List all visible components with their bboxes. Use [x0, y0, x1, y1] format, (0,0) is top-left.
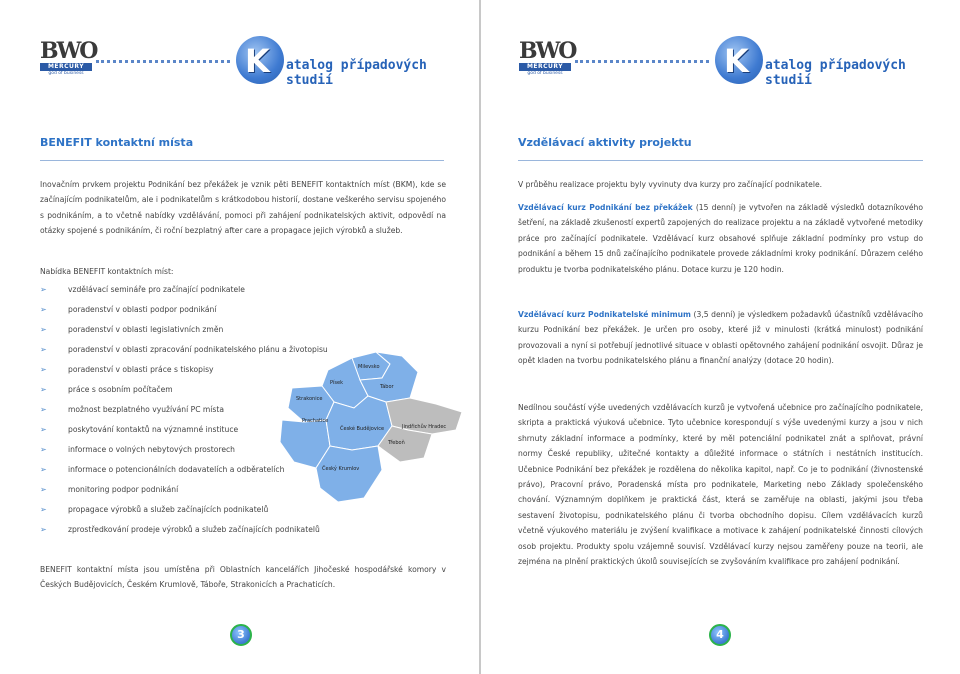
- list-item: [40, 300, 328, 320]
- header-dotted-line: [575, 60, 709, 63]
- header-title: atalog případových studií: [765, 58, 906, 88]
- logo-tagline: god of business: [48, 71, 84, 76]
- list-item-text: poradenství v oblasti práce s tiskopisy: [68, 365, 214, 374]
- section-divider: [40, 160, 444, 161]
- check-arrow-icon: ➢: [40, 405, 47, 414]
- catalog-k-icon: [715, 36, 763, 84]
- check-arrow-icon: ➢: [40, 365, 47, 374]
- list-item-text: možnost bezplatného využívání PC místa: [68, 405, 225, 414]
- section-title: Vzdělávací aktivity projektu: [518, 136, 692, 149]
- bwo-mercury-logo: [519, 38, 576, 78]
- section-divider: [518, 160, 923, 161]
- map-label-prachatice: Prachatice: [302, 418, 329, 424]
- section-title: BENEFIT kontaktní místa: [40, 136, 194, 149]
- course-paragraph-2: [518, 307, 923, 369]
- page-number-badge: [709, 624, 731, 646]
- map-label-strakonice: Strakonice: [296, 396, 323, 402]
- header-title: atalog případových studií: [286, 58, 427, 88]
- list-item: [40, 280, 328, 300]
- logo-sub: MERCURY: [40, 63, 92, 71]
- list-item-text: práce s osobním počítačem: [68, 385, 173, 394]
- course-1-name: Vzdělávací kurz Podnikání bez překážek: [518, 203, 693, 212]
- map-label-cesky-krumlov: Český Krumlov: [322, 466, 360, 472]
- header-dotted-line: [96, 60, 230, 63]
- page-number: 3: [237, 628, 245, 641]
- course-2-text: (3,5 denní) je výsledkem požadavků účastníků vzdělávacího kurzu Podnikání bez překážek. Je určen pro osoby, které již v minulosti (krátká minulost) podnikání provozovali a nyní si potřebují jednotlivé situace v oblasti opětovného zahájení podnikání osvojit. Důraz je opět kladen na tvorbu podnikatelského plánu a finanční analýzy (dotace 20 hodin).: [518, 310, 923, 366]
- list-item-text: poradenství v oblasti zpracování podnikatelského plánu a životopisu: [68, 345, 328, 354]
- check-arrow-icon: ➢: [40, 505, 47, 514]
- list-item-text: poradenství v oblasti legislativních změn: [68, 325, 224, 334]
- course-1-text: (15 denní) je vytvořen na základě výsledků dotazníkového šetření, na základě zkušeností expertů zapojených do realizace projektu a na základě vytvořené metodiky práce pro začínající podnikatele. Vzdělávací kurz obsahové splňuje základní podmínky pro vstup do podnikání a během 15 dnů začínajícího podnikatele provede základními kroky podnikání. Důrazem celého produktu je tvorba podnikatelského plánu. Dotace kurzu je 120 hodin.: [518, 203, 923, 274]
- map-label-milevsko: Milevsko: [358, 364, 380, 370]
- list-item-text: poskytování kontaktů na významné instituce: [68, 425, 239, 434]
- catalog-k-icon: [236, 36, 284, 84]
- list-heading: Nabídka BENEFIT kontaktních míst:: [40, 267, 174, 276]
- intro-paragraph: V průběhu realizace projektu byly vyvinuty dva kurzy pro začínající podnikatele.: [518, 180, 823, 189]
- logo-sub: MERCURY: [519, 63, 571, 71]
- list-item: [40, 320, 328, 340]
- logo-brand: BWO: [40, 38, 97, 64]
- course-2-name: Vzdělávací kurz Podnikatelské minimum: [518, 310, 691, 319]
- list-item-text: poradenství v oblasti podpor podnikání: [68, 305, 217, 314]
- check-arrow-icon: ➢: [40, 485, 47, 494]
- page-number: 4: [716, 628, 724, 641]
- check-arrow-icon: ➢: [40, 325, 47, 334]
- map-label-pisek: Písek: [330, 380, 343, 386]
- list-item-text: zprostředkování prodeje výrobků a služeb začínajících podnikatelů: [68, 525, 320, 534]
- check-arrow-icon: ➢: [40, 345, 47, 354]
- check-arrow-icon: ➢: [40, 465, 47, 474]
- check-arrow-icon: ➢: [40, 425, 47, 434]
- check-arrow-icon: ➢: [40, 285, 47, 294]
- intro-paragraph: Inovačním prvkem projektu Podnikání bez překážek je vznik pěti BENEFIT kontaktních míst (BKM), kde se začínajícím podnikatelům, ale i podnikatelům s krátkodobou historií, dostane veškerého servisu spojeného s podnikáním, a to včetně nabídky vzdělávání, pomoci při zahájení podnikatelských aktivit, odpovědí na otázky spojené s podnikáním, či roční bezplatný after care a propagace jejich výrobků a služeb.: [40, 180, 446, 236]
- region-map: [272, 350, 472, 510]
- check-arrow-icon: ➢: [40, 445, 47, 454]
- page-number-badge: [230, 624, 252, 646]
- catalog-k-letter: K: [245, 42, 270, 80]
- south-bohemia-map-svg: [272, 350, 472, 510]
- map-label-ceske-budejovice: České Budějovice: [340, 426, 385, 432]
- right-page: [481, 0, 960, 674]
- textbook-paragraph: Nedílnou součástí výše uvedených vzdělávacích kurzů je vytvořená učebnice pro začínajícího podnikatele, skripta a praktická výuková učebnice. Tyto učebnice korespondují s výše uvedenými kurzy a jsou v nich shrnuty základní informace a podmínky, které by měl potenciální podnikatel znát a splňovat, právní normy České republiky, užitečné kontakty a důležité informace o státních i nestátních institucích. Učebnice Podnikání bez překážek je rozdělena do několika kapitol, např. Co je to podnikání (živnostenské právo), Pracovní právo, Poradenská místa pro podnikatele, Marketing nebo Základy společenského chování. Významným doplňkem je praktická část, která se zaměřuje na oblasti, jakými jsou třeba sestavení životopisu, podnikatelského plánu či tvorba obchodního dopisu. Cílem vzdělávacích kurzů včetně výukového materiálu je zvýšení kvalifikace a motivace k zahájení podnikatelské činnosti cílových osob projektu. Produkty spolu vzájemně souvisí. Vzdělávací kurzy nejsou zaměřeny pouze na teorii, ale zejména na plnění praktických úkolů souvisejících se zvyšováním kvalifikace pro zahájení podnikání.: [518, 403, 923, 567]
- map-label-trebon: Třeboň: [388, 440, 405, 446]
- list-item-text: vzdělávací semináře pro začínající podnikatele: [68, 285, 245, 294]
- map-label-jindrichuv-hradec: Jindřichův Hradec: [402, 424, 447, 430]
- bwo-mercury-logo: [40, 38, 97, 78]
- map-region-cesky-krumlov: [316, 446, 382, 502]
- catalog-k-letter: K: [724, 42, 749, 80]
- footer-paragraph: BENEFIT kontaktní místa jsou umístěna při Oblastních kancelářích Jihočeské hospodářské komory v Českých Budějovicích, Českém Krumlově, Táboře, Strakonicích a Prachaticích.: [40, 565, 446, 590]
- map-label-tabor: Tábor: [380, 384, 394, 390]
- logo-brand: BWO: [519, 38, 576, 64]
- course-paragraph-1: [518, 200, 923, 277]
- list-item-text: propagace výrobků a služeb začínajících podnikatelů: [68, 505, 269, 514]
- list-item: [40, 520, 328, 540]
- check-arrow-icon: ➢: [40, 305, 47, 314]
- check-arrow-icon: ➢: [40, 385, 47, 394]
- list-item-text: informace o volných nebytových prostorech: [68, 445, 235, 454]
- left-page: [0, 0, 479, 674]
- list-item-text: informace o potencionálních dodavatelích a odběratelích: [68, 465, 285, 474]
- check-arrow-icon: ➢: [40, 525, 47, 534]
- list-item-text: monitoring podpor podnikání: [68, 485, 179, 494]
- logo-tagline: god of business: [527, 71, 563, 76]
